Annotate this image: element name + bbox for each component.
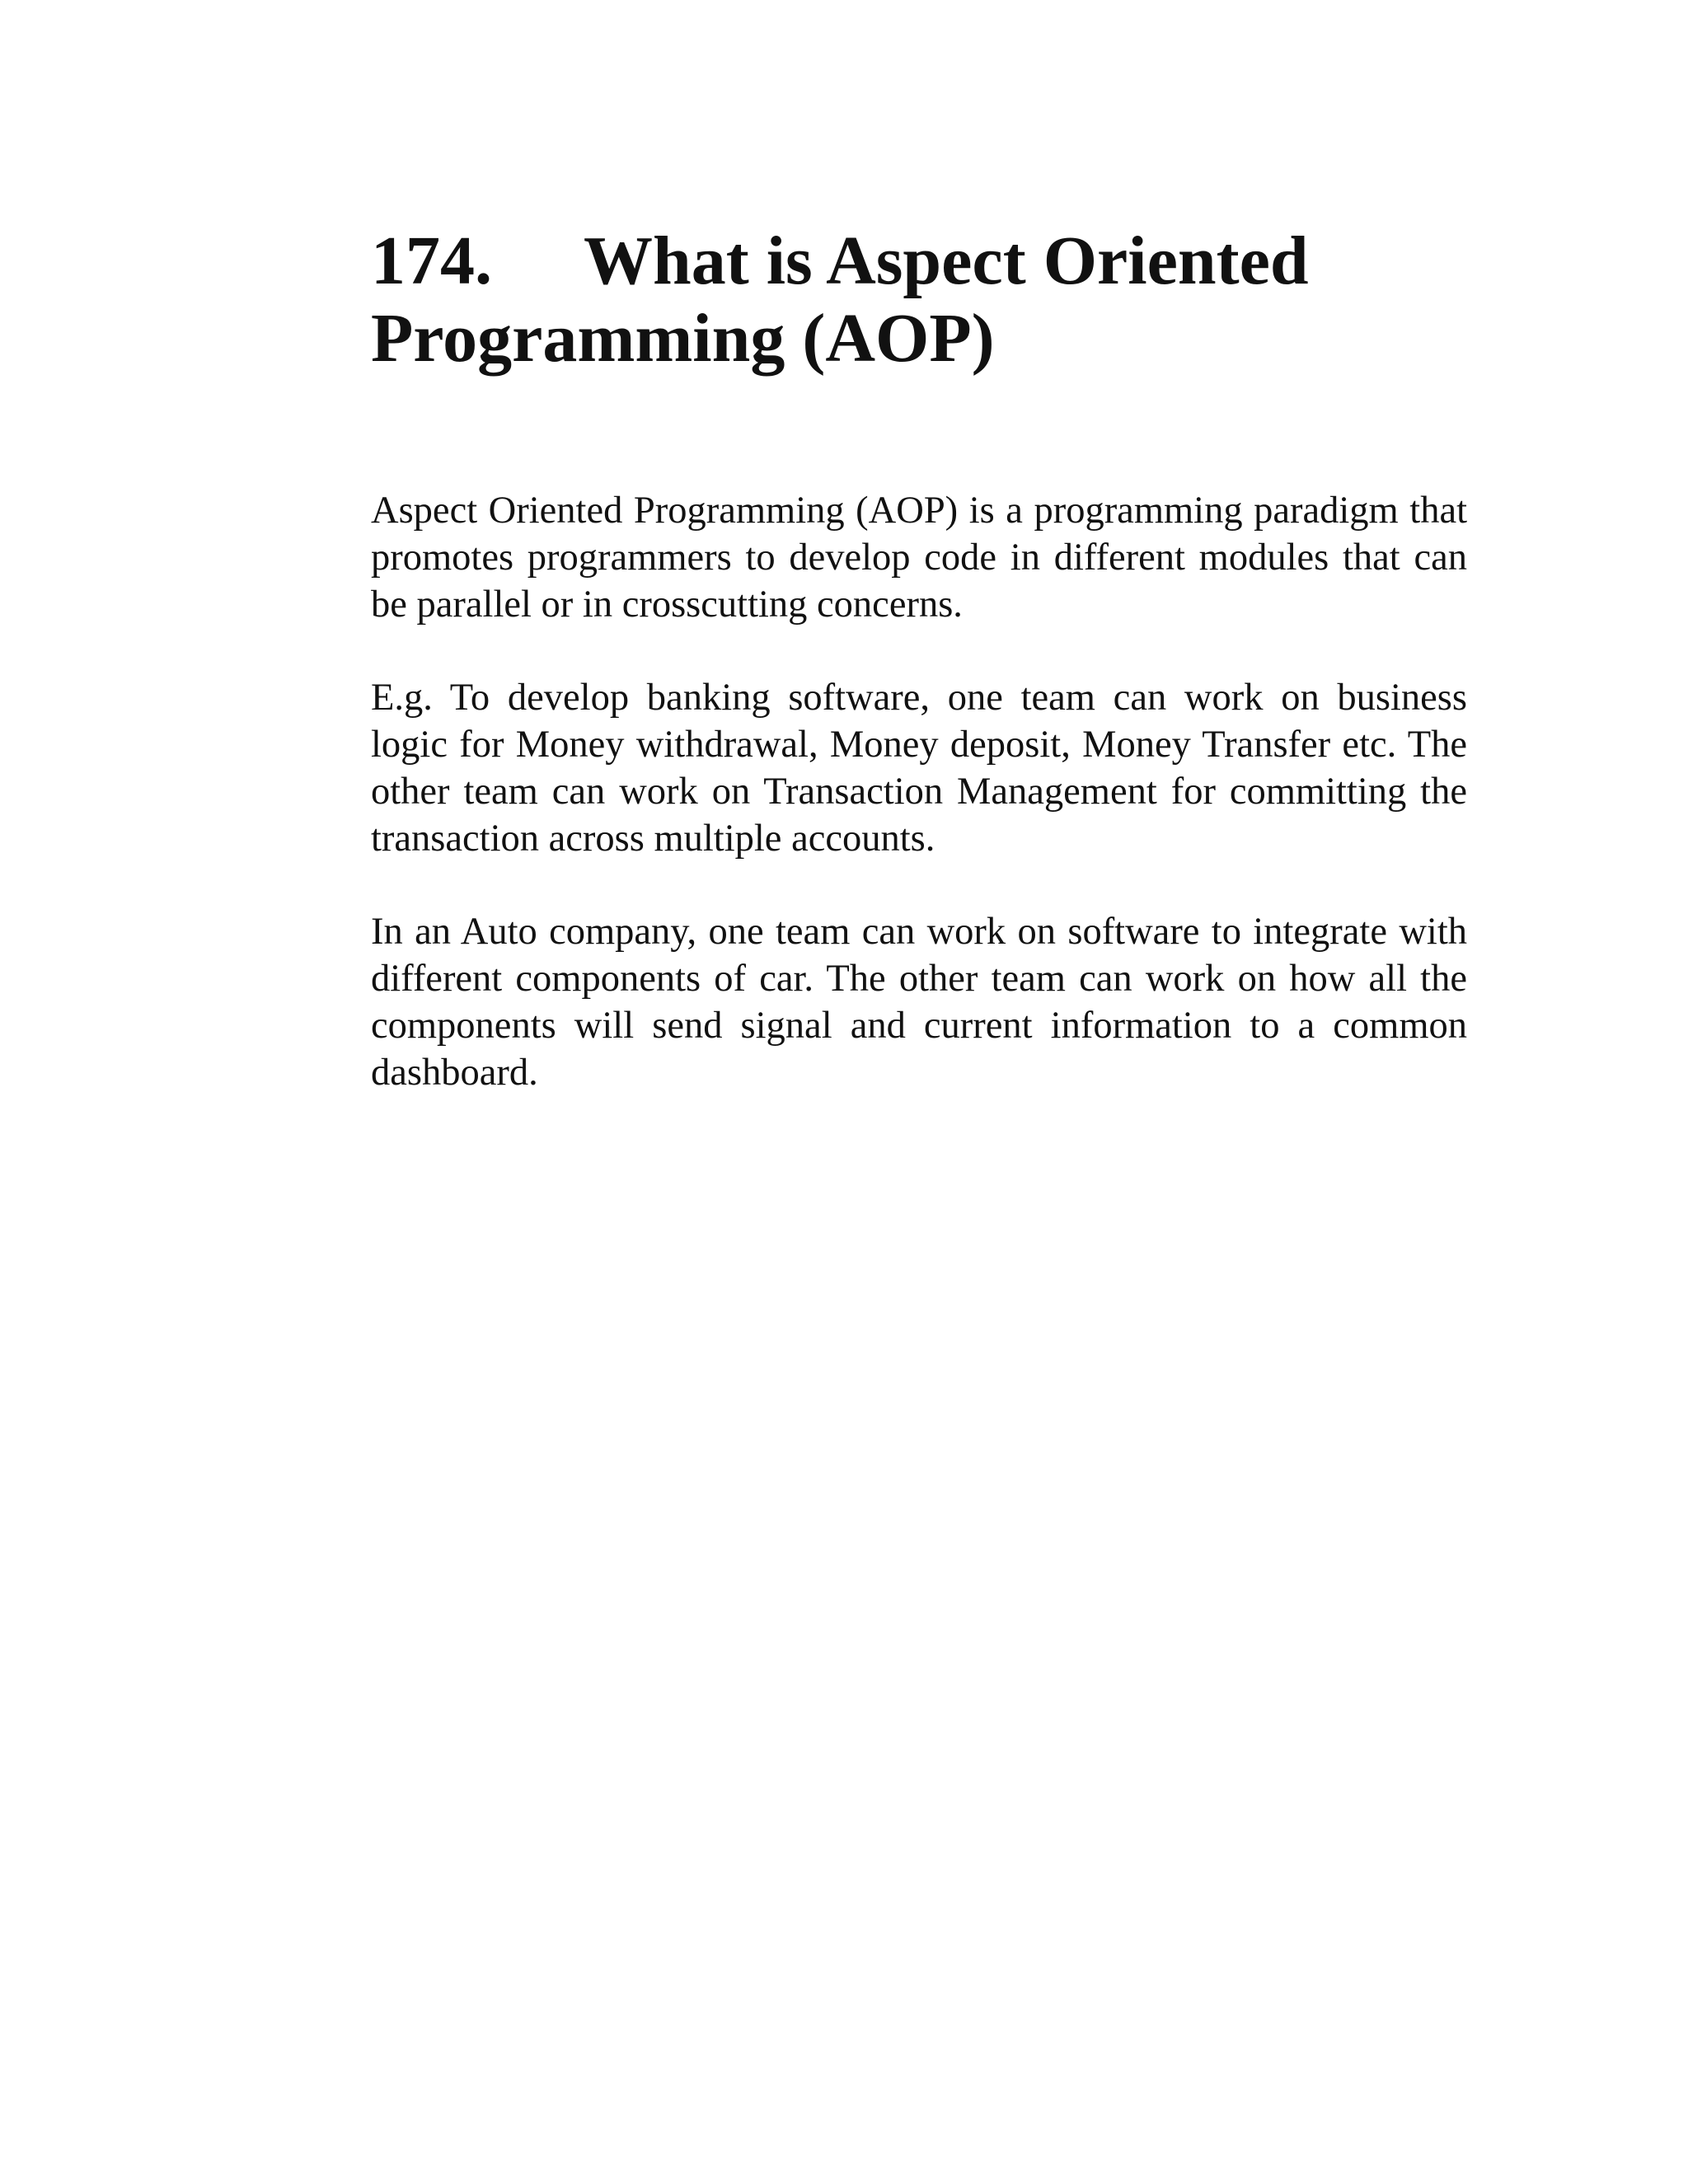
- paragraph-auto-example: In an Auto company, one team can work on software to integrate with different components of car. The other team can work on how all the components will send signal and current information to a common dashboard.: [371, 911, 1467, 1094]
- section-title-line2: Programming (AOP): [371, 300, 995, 377]
- paragraph-definition: Aspect Oriented Programming (AOP) is a programming paradigm that promotes programmers to develop code in different modules that can be parallel or in crosscutting concerns.: [371, 490, 1467, 626]
- section-number: 174.: [371, 223, 492, 299]
- paragraph-banking-example: E.g. To develop banking software, one team can work on business logic for Money withdrawal, Money deposit, Money Transfer etc. The other team can work on Transaction Management for committing the transaction across multiple accounts.: [371, 677, 1467, 860]
- section-heading: [371, 223, 1467, 377]
- section-title-line1: What is Aspect Oriented: [584, 223, 1309, 299]
